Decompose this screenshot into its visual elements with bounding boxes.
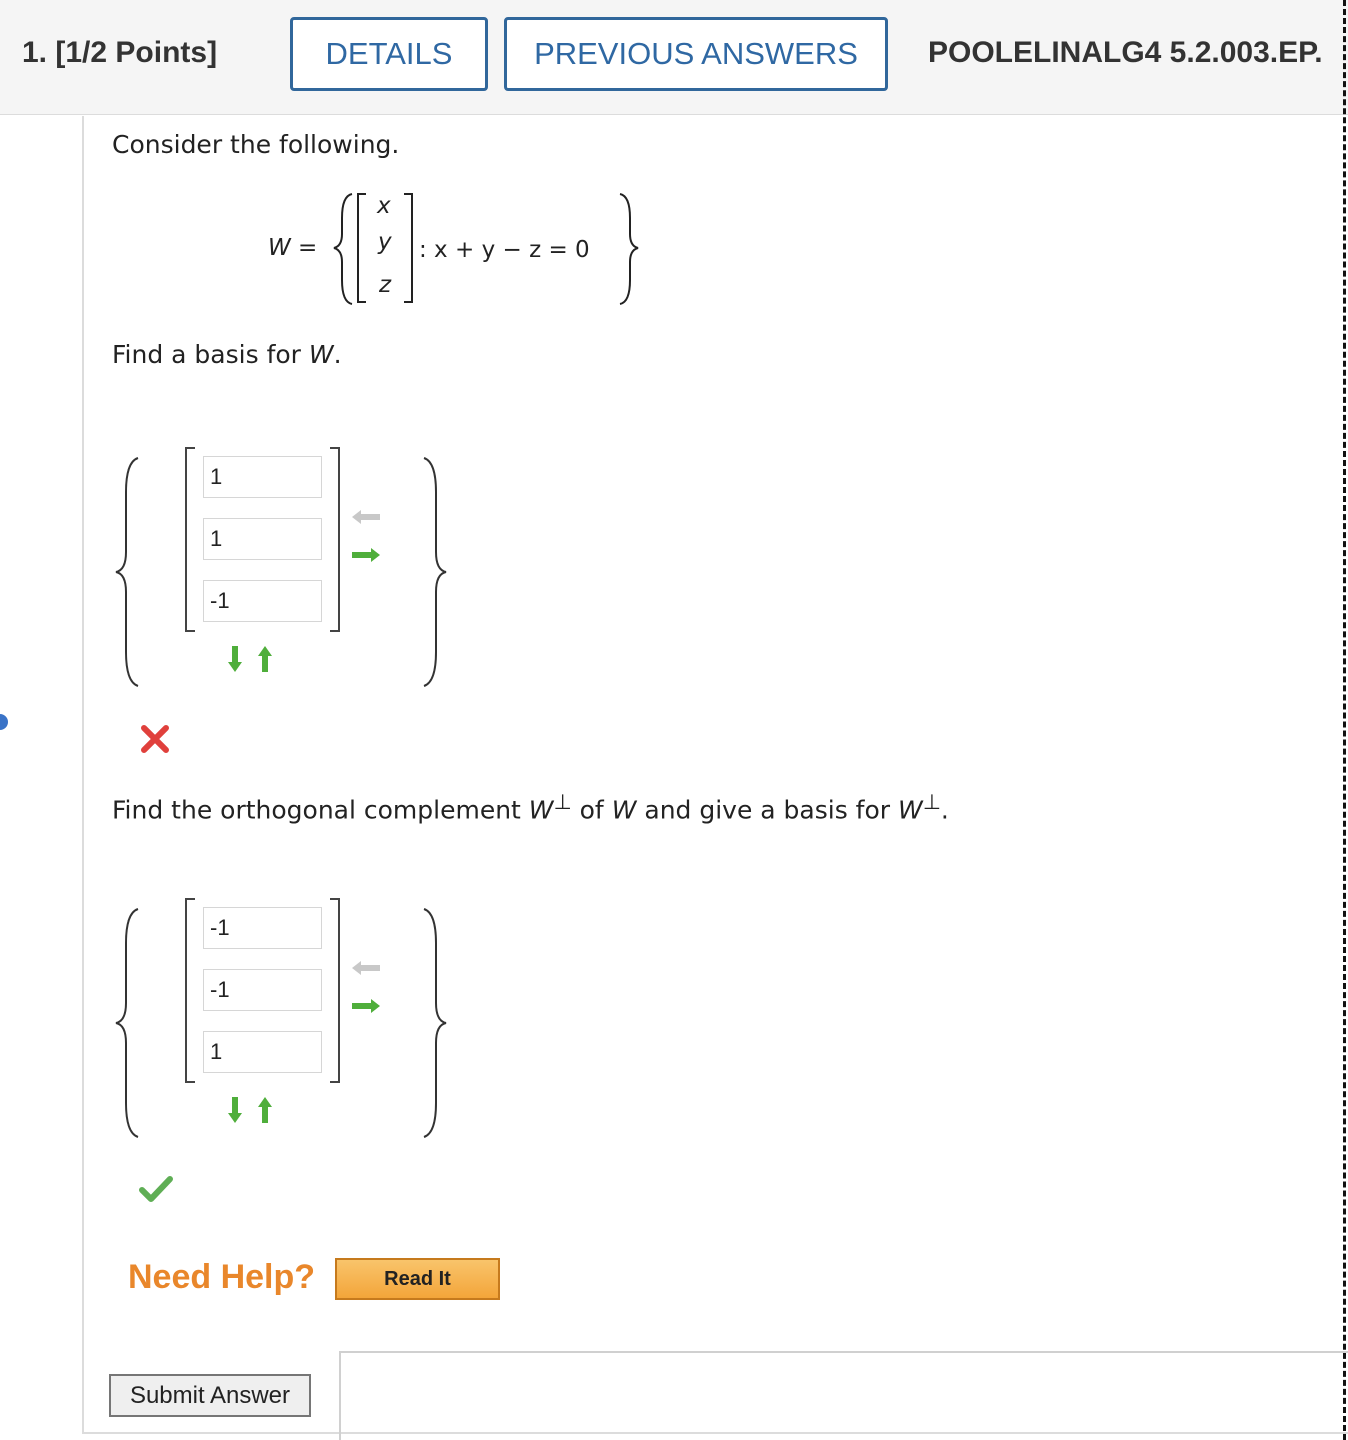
- vector-entry-z: z: [379, 272, 392, 298]
- problem-reference-code: POOLELINALG4 5.2.003.EP.: [928, 36, 1323, 69]
- answer1-left-bracket: [185, 447, 195, 632]
- basis-w-entry-3[interactable]: [203, 580, 322, 622]
- incorrect-x-icon: [140, 724, 170, 754]
- intro-text: Consider the following.: [112, 130, 400, 159]
- basis-w-perp-entry-2[interactable]: [203, 969, 322, 1011]
- basis-w-perp-entry-3[interactable]: [203, 1031, 322, 1073]
- basis-w-perp-entry-1[interactable]: [203, 907, 322, 949]
- add-column-arrow-icon[interactable]: [350, 997, 382, 1015]
- add-row-arrow-icon[interactable]: [226, 644, 244, 674]
- side-marker-dot: [0, 714, 8, 730]
- basis-w-entry-2[interactable]: [203, 518, 322, 560]
- question-number-points: [22, 36, 217, 70]
- previous-answers-button[interactable]: PREVIOUS ANSWERS: [504, 17, 888, 91]
- question-points: [1/2 Points]: [55, 36, 218, 69]
- submission-area: [339, 1351, 1348, 1440]
- correct-checkmark-icon: [138, 1174, 174, 1204]
- question-content-panel: [82, 116, 1348, 1434]
- add-column-arrow-icon[interactable]: [350, 546, 382, 564]
- add-row-arrow-icon[interactable]: [226, 1095, 244, 1125]
- answer2-left-bracket: [185, 898, 195, 1083]
- question-header: [0, 0, 1348, 115]
- remove-row-arrow-icon[interactable]: [256, 1095, 274, 1125]
- question-number: 1.: [22, 36, 48, 69]
- vector-entry-y: y: [378, 229, 392, 255]
- basis-w-entry-1[interactable]: [203, 456, 322, 498]
- remove-row-arrow-icon[interactable]: [256, 644, 274, 674]
- answer2-right-bracket: [330, 898, 340, 1083]
- need-help-label: Need Help?: [128, 1258, 316, 1296]
- submit-answer-button[interactable]: Submit Answer: [109, 1374, 311, 1417]
- vector-entry-x: x: [377, 193, 391, 219]
- details-button[interactable]: DETAILS: [290, 17, 488, 91]
- part1-prompt: Find a basis for W.: [112, 340, 342, 369]
- answer1-right-bracket: [330, 447, 340, 632]
- remove-column-arrow-icon[interactable]: [350, 508, 382, 526]
- set-condition: : x + y − z = 0: [419, 237, 590, 263]
- set-label: W =: [268, 235, 318, 261]
- read-it-button[interactable]: Read It: [335, 1258, 500, 1300]
- remove-column-arrow-icon[interactable]: [350, 959, 382, 977]
- part2-prompt: Find the orthogonal complement W⊥ of W and give a basis for W⊥.: [112, 790, 949, 825]
